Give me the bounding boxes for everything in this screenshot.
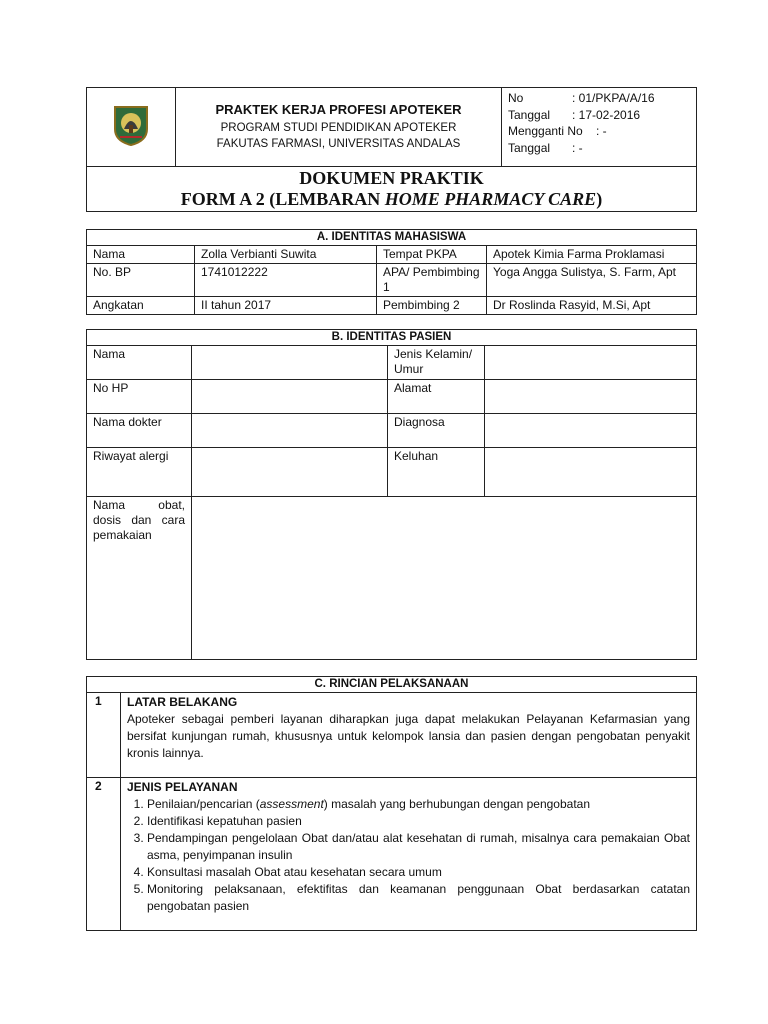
table-row <box>87 414 697 448</box>
services-cell <box>121 778 697 931</box>
field-value: 1741012222 <box>195 264 377 297</box>
list-item <box>147 830 690 864</box>
list-item <box>147 813 690 830</box>
form-title-italic: HOME PHARMACY CARE <box>384 189 597 209</box>
field-value: Apotek Kimia Farma Proklamasi <box>487 246 697 264</box>
list-text: Pendampingan pengelolaan Obat dan/atau alat kesehatan di rumah, misalnya cara pemakaian Obat asma, penyimpanan insulin <box>147 831 690 862</box>
section-a-heading: A. IDENTITAS MAHASISWA <box>87 230 697 246</box>
doctor-name-field[interactable] <box>192 414 388 448</box>
services-list <box>127 796 690 915</box>
document-header <box>86 87 697 212</box>
field-label: Tempat PKPA <box>377 246 487 264</box>
phone-field[interactable] <box>192 380 388 414</box>
form-title <box>87 189 696 210</box>
header-title: PRAKTEK KERJA PROFESI APOTEKER <box>215 102 462 117</box>
address-field[interactable] <box>485 380 697 414</box>
meta-key: Tanggal <box>508 140 551 155</box>
table-row <box>87 346 697 380</box>
field-value: II tahun 2017 <box>195 297 377 315</box>
field-label: No HP <box>87 380 192 414</box>
item-title: JENIS PELAYANAN <box>127 780 238 794</box>
diagnosis-field[interactable] <box>485 414 697 448</box>
meta-value: : 17-02-2016 <box>572 107 641 122</box>
section-c-heading: C. RINCIAN PELAKSANAAN <box>87 677 697 693</box>
field-label: No. BP <box>87 264 195 297</box>
list-text: Konsultasi masalah Obat atau kesehatan secara umum <box>147 865 442 879</box>
field-label: Nama <box>87 346 192 380</box>
field-label: Nama dokter <box>87 414 192 448</box>
crest-icon <box>112 103 150 147</box>
field-label: Keluhan <box>388 448 485 497</box>
background-text: Apoteker sebagai pemberi layanan diharapkan juga dapat melakukan Pelayanan Kefarmasian yang bersifat kunjungan rumah, khususnya untuk kelompok lansia dan pasien dengan pengobatan penyakit kronis lainnya. <box>127 712 690 760</box>
field-label: Jenis Kelamin/ Umur <box>388 346 485 380</box>
complaint-field[interactable] <box>485 448 697 497</box>
table-row <box>87 497 697 660</box>
form-title-suffix: ) <box>596 189 603 209</box>
field-label: Angkatan <box>87 297 195 315</box>
field-value: Dr Roslinda Rasyid, M.Si, Apt <box>487 297 697 315</box>
document-title: DOKUMEN PRAKTIK <box>299 168 484 188</box>
section-b-heading: B. IDENTITAS PASIEN <box>87 330 697 346</box>
faculty-name: FAKUTAS FARMASI, UNIVERSITAS ANDALAS <box>216 138 461 150</box>
list-text: Identifikasi kepatuhan pasien <box>147 814 302 828</box>
document-meta <box>502 88 697 167</box>
background-cell <box>121 693 697 778</box>
meta-row <box>508 90 690 107</box>
student-identity-table <box>86 229 697 315</box>
list-item <box>147 864 690 881</box>
patient-name-field[interactable] <box>192 346 388 380</box>
list-item <box>147 881 690 915</box>
medication-dosage-field[interactable] <box>192 497 697 660</box>
meta-key: Mengganti No <box>508 124 583 138</box>
item-title: LATAR BELAKANG <box>127 695 238 709</box>
institution-block <box>176 88 502 167</box>
field-value: Yoga Angga Sulistya, S. Farm, Apt <box>487 264 697 297</box>
meta-value: : - <box>572 140 583 155</box>
item-number: 2 <box>87 778 121 931</box>
field-label: Riwayat alergi <box>87 448 192 497</box>
meta-value: : - <box>596 124 607 138</box>
meta-row <box>508 123 690 140</box>
list-item <box>147 796 690 813</box>
list-text: Penilaian/pencarian ( <box>147 797 260 811</box>
list-text: ) masalah yang berhubungan dengan pengobatan <box>323 797 591 811</box>
table-row <box>87 264 697 297</box>
meta-value: : 01/PKPA/A/16 <box>572 91 655 105</box>
field-label: Alamat <box>388 380 485 414</box>
gender-age-field[interactable] <box>485 346 697 380</box>
list-text-italic: assessment <box>259 797 324 811</box>
table-row <box>87 380 697 414</box>
document-title-block <box>87 167 697 212</box>
program-name: PROGRAM STUDI PENDIDIKAN APOTEKER <box>220 122 457 134</box>
patient-identity-table <box>86 329 697 660</box>
meta-row <box>508 107 690 124</box>
table-row <box>87 448 697 497</box>
university-logo <box>87 88 176 167</box>
table-row <box>87 778 697 931</box>
table-row <box>87 297 697 315</box>
table-row <box>87 693 697 778</box>
item-number: 1 <box>87 693 121 778</box>
field-label: APA/ Pembimbing 1 <box>377 264 487 297</box>
form-title-prefix: FORM A 2 (LEMBARAN <box>180 189 385 209</box>
table-row <box>87 246 697 264</box>
field-label: Nama obat, dosis dan cara pemakaian <box>87 497 192 660</box>
field-label: Diagnosa <box>388 414 485 448</box>
meta-row <box>508 140 690 157</box>
list-text: Monitoring pelaksanaan, efektifitas dan keamanan penggunaan Obat berdasarkan catatan pengobatan pasien <box>147 882 690 913</box>
meta-key: No <box>508 91 524 105</box>
field-value: Zolla Verbianti Suwita <box>195 246 377 264</box>
meta-key: Tanggal <box>508 107 551 122</box>
implementation-details-table <box>86 676 697 931</box>
allergy-history-field[interactable] <box>192 448 388 497</box>
field-label: Nama <box>87 246 195 264</box>
field-label: Pembimbing 2 <box>377 297 487 315</box>
